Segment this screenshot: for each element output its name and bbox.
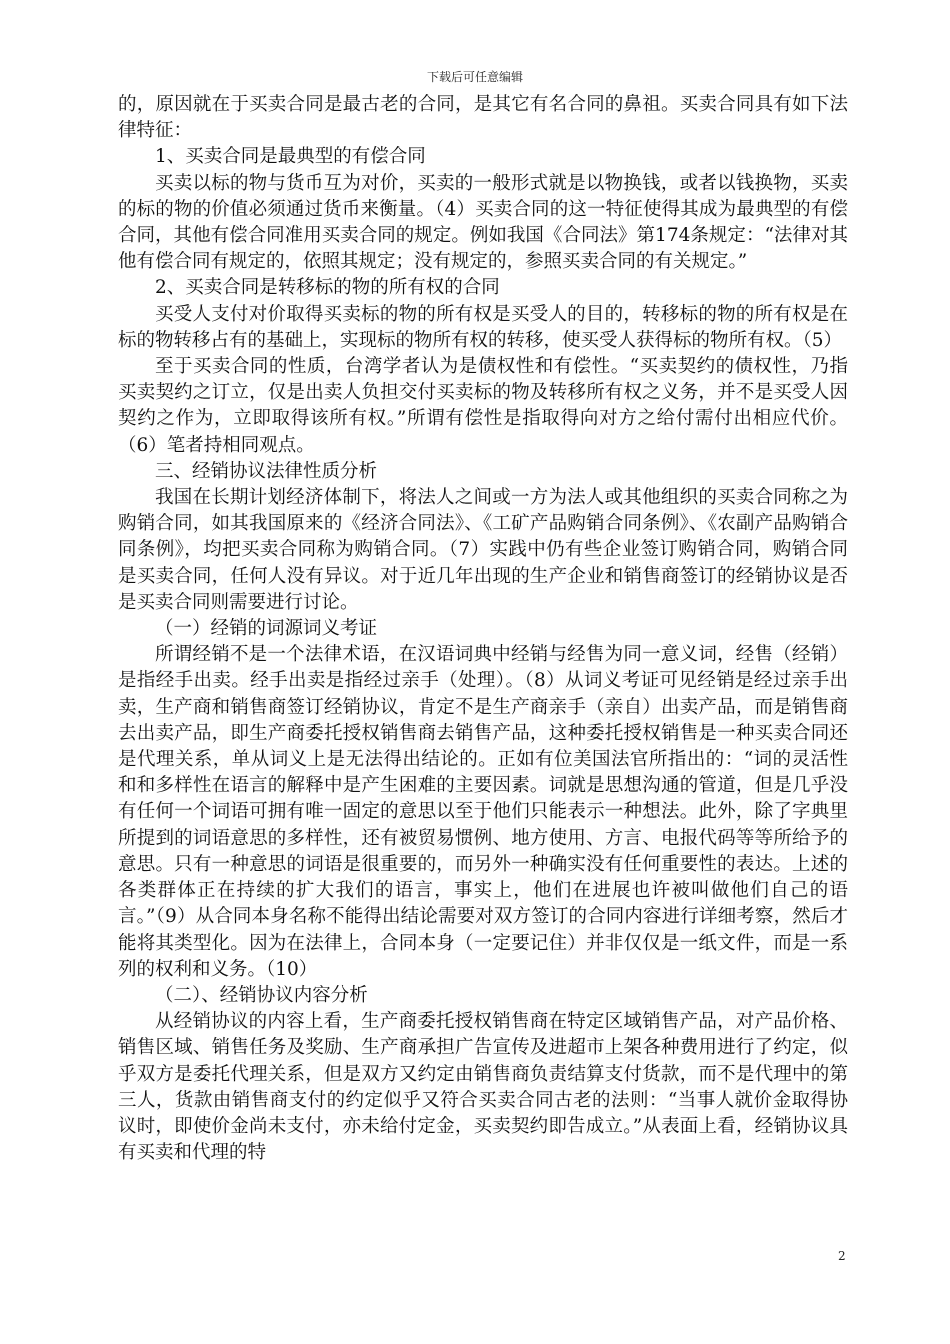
paragraph: 我国在长期计划经济体制下，将法人之间或一方为法人或其他组织的买卖合同称之为购销合同，如其我国原来的《经济合同法》、《工矿产品购销合同条例》、《农副产品购销合同条例》，均把买卖合同称为购销合同。（7）实践中仍有些企业签订购销合同，购销合同是买卖合同，任何人没有异议。对于近几年出现的生产企业和销售商签订的经销协议是否是买卖合同则需要进行讨论。 <box>118 487 848 613</box>
section-heading: （二）、经销协议内容分析 <box>155 984 368 1006</box>
paragraph: 至于买卖合同的性质，台湾学者认为是债权性和有偿性。“买卖契约的债权性，乃指买卖契约之订立，仅是出卖人负担交付买卖标的物及转移所有权之义务，并不是买受人因契约之作为，立即取得该所有权。”所谓有偿性是指取得向对方之给付需付出相应代价。（6）笔者持相同观点。 <box>118 356 848 456</box>
section-heading: 1、买卖合同是最典型的有偿合同 <box>155 146 426 168</box>
paragraph: 买受人支付对价取得买卖标的物的所有权是买受人的目的，转移标的物的所有权是在标的物转移占有的基础上，实现标的物所有权的转移，使买受人获得标的物所有权。（5） <box>118 303 848 351</box>
paragraph: 买卖以标的物与货币互为对价，买卖的一般形式就是以物换钱，或者以钱换物，买卖的标的物的价值必须通过货币来衡量。（4）买卖合同的这一特征使得其成为最典型的有偿合同，其他有偿合同准用买卖合同的规定。例如我国《合同法》第174条规定：“法律对其他有偿合同有规定的，依照其规定；没有规定的，参照买卖合同的有关规定。” <box>118 172 848 273</box>
page-number: 2 <box>838 1249 846 1263</box>
section-heading: 三、经销协议法律性质分析 <box>155 460 378 482</box>
document-body <box>118 92 848 1166</box>
page-header: 下载后可任意编辑 <box>426 70 523 84</box>
paragraph: 的，原因就在于买卖合同是最古老的合同，是其它有名合同的鼻祖。买卖合同具有如下法律特征： <box>118 94 848 142</box>
paragraph: 所谓经销不是一个法律术语，在汉语词典中经销与经售为同一意义词，经售（经销）是指经手出卖。经手出卖是指经过亲手（处理）。（8）从词义考证可见经销是经过亲手出卖，生产商和销售商签订经销协议，肯定不是生产商亲手（亲自）出卖产品，而是销售商去出卖产品，即生产商委托授权销售商去销售产品，这种委托授权销售是一种买卖合同还是代理关系，单从词义上是无法得出结论的。正如有位美国法官所指出的：“词的灵活性和和多样性在语言的解释中是产生困难的主要因素。词就是思想沟通的管道，但是几乎没有任何一个词语可拥有唯一固定的意思以至于他们只能表示一种想法。此外，除了字典里所提到的词语意思的多样性，还有被贸易惯例、地方使用、方言、电报代码等等所给予的意思。只有一种意思的词语是很重要的，而另外一种确实没有任何重要性的表达。上述的各类群体正在持续的扩大我们的语言，事实上，他们在进展也许被叫做他们自己的语言。”（9）从合同本身名称不能得出结论需要对双方签订的合同内容进行详细考察，然后才能将其类型化。因为在法律上，合同本身（一定要记住）并非仅仅是一纸文件，而是一系列的权利和义务。（10） <box>118 644 848 980</box>
section-heading: （一）经销的词源词义考证 <box>155 618 378 640</box>
paragraph: 从经销协议的内容上看，生产商委托授权销售商在特定区域销售产品，对产品价格、销售区域、销售任务及奖励、生产商承担广告宣传及进超市上架各种费用进行了约定，似乎双方是委托代理关系，但是双方又约定由销售商负责结算支付货款，而不是代理中的第三人，货款由销售商支付的约定似乎又符合买卖合同古老的法则：“当事人就价金取得协议时，即使价金尚未支付，亦未给付定金，买卖契约即告成立。”从表面上看，经销协议具有买卖和代理的特 <box>118 1011 848 1164</box>
section-heading: 2、买卖合同是转移标的物的所有权的合同 <box>155 277 500 299</box>
